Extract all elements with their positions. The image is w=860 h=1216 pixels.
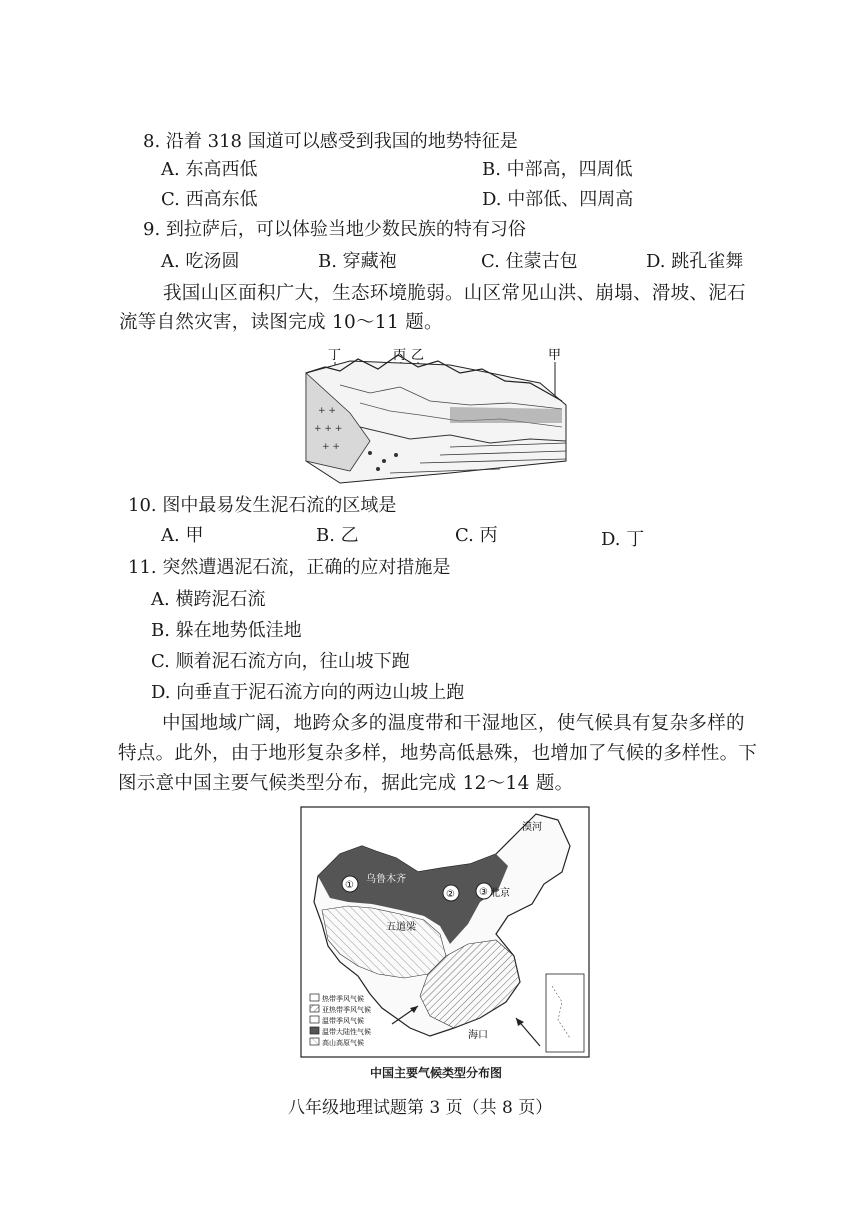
region-1: ① [345, 880, 354, 891]
region-2: ② [446, 889, 455, 900]
label-jia: 甲 [548, 348, 562, 363]
label-haikou: 海口 [468, 1030, 488, 1041]
map-caption: 中国主要气候类型分布图 [370, 1066, 503, 1080]
q10-option-c: C. 丙 [455, 525, 498, 546]
label-wudaoliang: 五道梁 [386, 922, 416, 933]
q8-option-a: A. 东高西低 [161, 159, 258, 180]
label-urumqi: 乌鲁木齐 [366, 874, 406, 885]
mountain-diagram [300, 343, 572, 485]
q9-stem: 9. 到拉萨后，可以体验当地少数民族的特有习俗 [143, 219, 526, 240]
q9-option-a: A. 吃汤圆 [161, 251, 240, 272]
q8-option-d: D. 中部低、四周高 [482, 189, 634, 210]
q9-option-b: B. 穿藏袍 [318, 251, 397, 272]
intro1-line2: 流等自然灾害，读图完成 10～11 题。 [119, 312, 443, 333]
intro2-line2: 特点。此外，由于地形复杂多样，地势高低悬殊，也增加了气候的多样性。下 [118, 743, 758, 764]
q11-option-b: B. 躲在地势低洼地 [151, 620, 302, 641]
q9-option-d: D. 跳孔雀舞 [646, 251, 744, 272]
legend-plateau: 高山高原气候 [322, 1039, 364, 1047]
svg-text:+ + +: + + + [314, 424, 343, 434]
q11-option-d: D. 向垂直于泥石流方向的两边山坡上跑 [151, 682, 465, 703]
q10-stem: 10. 图中最易发生泥石流的区域是 [128, 495, 397, 516]
q10-option-b: B. 乙 [316, 525, 359, 546]
label-ding: 丁 [328, 348, 342, 363]
intro1-line1: 我国山区面积广大，生态环境脆弱。山区常见山洪、崩塌、滑坡、泥石 [163, 283, 746, 304]
legend-tropical: 热带季风气候 [322, 995, 364, 1003]
legend-temperate-monsoon: 温带季风气候 [322, 1017, 364, 1025]
intro2-line3: 图示意中国主要气候类型分布，据此完成 12～14 题。 [118, 773, 574, 794]
q9-option-c: C. 住蒙古包 [481, 251, 578, 272]
q8-option-b: B. 中部高，四周低 [482, 159, 633, 180]
climate-map [300, 806, 590, 1061]
page-footer: 八年级地理试题第 3 页（共 8 页） [288, 1098, 553, 1118]
label-mohe: 漠河 [522, 822, 542, 833]
q8-option-c: C. 西高东低 [161, 189, 258, 210]
region-3: ③ [479, 887, 488, 898]
label-yi: 乙 [411, 348, 425, 363]
q11-option-a: A. 横跨泥石流 [151, 589, 266, 610]
q10-option-a: A. 甲 [161, 525, 204, 546]
svg-text:+ +: + + [318, 406, 336, 416]
label-beijing: 北京 [490, 888, 510, 899]
svg-text:+ +: + + [322, 442, 340, 452]
legend-subtropical: 亚热带季风气候 [322, 1006, 371, 1014]
intro2-line1: 中国地域广阔，地跨众多的温度带和干湿地区，使气候具有复杂多样的 [162, 713, 745, 734]
label-bing: 丙 [393, 348, 407, 363]
q11-stem: 11. 突然遭遇泥石流，正确的应对措施是 [128, 557, 451, 578]
q10-option-d: D. 丁 [601, 529, 645, 550]
legend-temperate-continental: 温带大陆性气候 [322, 1028, 371, 1036]
q11-option-c: C. 顺着泥石流方向，往山坡下跑 [151, 651, 410, 672]
q8-stem: 8. 沿着 318 国道可以感受到我国的地势特征是 [143, 131, 518, 152]
